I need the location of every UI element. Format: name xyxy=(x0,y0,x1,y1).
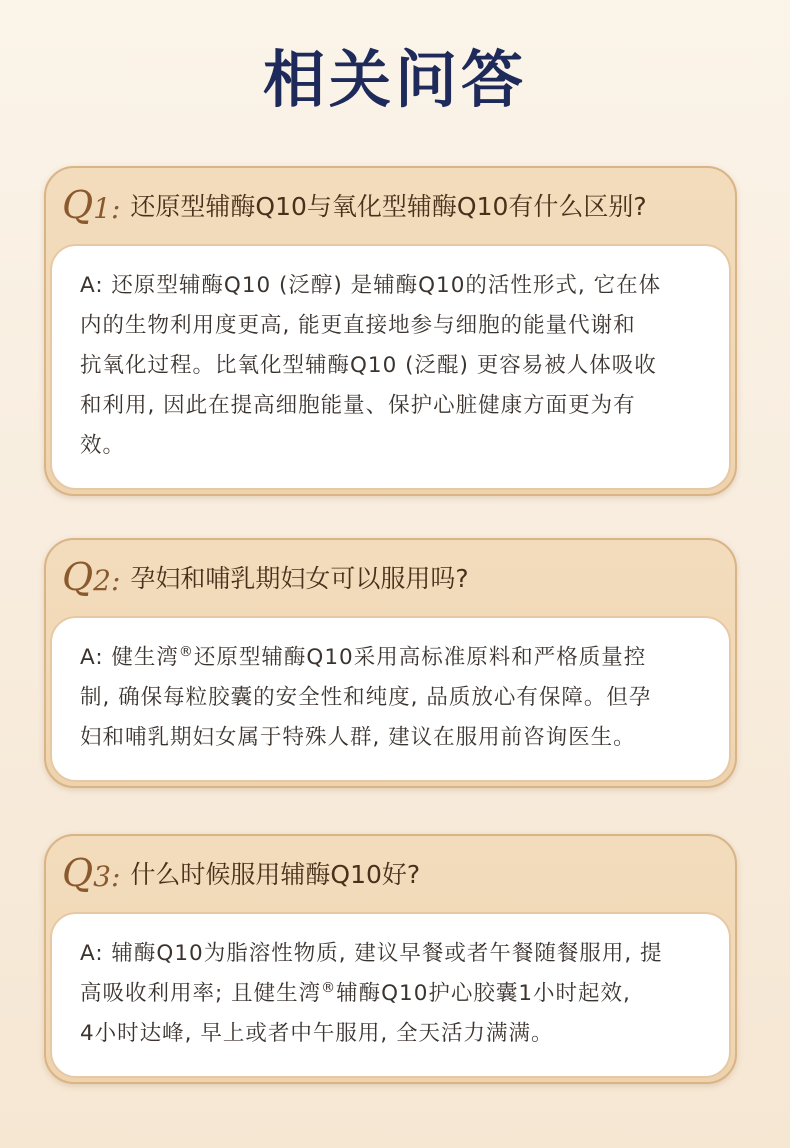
question-row xyxy=(50,538,731,616)
answer-line: 妇和哺乳期妇女属于特殊人群, 建议在服用前咨询医生。 xyxy=(80,725,636,750)
registered-mark: ® xyxy=(178,643,194,660)
answer-box xyxy=(50,616,731,782)
question-row xyxy=(50,166,731,244)
answer-box xyxy=(50,244,731,490)
answer-line: 内的生物利用度更高, 能更直接地参与细胞的能量代谢和 xyxy=(80,313,636,338)
answer-box xyxy=(50,912,731,1078)
answer-line: 和利用, 因此在提高细胞能量、保护心脏健康方面更为有 xyxy=(80,393,636,418)
qa-card-2 xyxy=(44,538,737,788)
qa-card-3 xyxy=(44,834,737,1084)
answer-line: 高吸收利用率; 且健生湾®辅酶Q10护心胶囊1小时起效, xyxy=(80,979,631,1006)
answer-line: A: 还原型辅酶Q10 (泛醇) 是辅酶Q10的活性形式, 它在体 xyxy=(80,273,662,298)
question-marker: Q1: xyxy=(62,183,121,227)
answer-line: 制, 确保每粒胶囊的安全性和纯度, 品质放心有保障。但孕 xyxy=(80,685,652,710)
question-text: 什么时候服用辅酶Q10好? xyxy=(130,860,421,889)
qa-card-1 xyxy=(44,166,737,496)
registered-mark: ® xyxy=(321,979,337,996)
answer-line: A: 健生湾®还原型辅酶Q10采用高标准原料和严格质量控 xyxy=(80,643,647,670)
question-row xyxy=(50,834,731,912)
answer-line: 抗氧化过程。比氧化型辅酶Q10 (泛醌) 更容易被人体吸收 xyxy=(80,353,657,378)
answer-line: 4小时达峰, 早上或者中午服用, 全天活力满满。 xyxy=(80,1021,554,1046)
question-marker: Q3: xyxy=(62,851,121,895)
answer-line: 效。 xyxy=(80,433,126,458)
question-marker: Q2: xyxy=(62,555,121,599)
question-text: 还原型辅酶Q10与氧化型辅酶Q10有什么区别? xyxy=(130,192,647,221)
question-text: 孕妇和哺乳期妇女可以服用吗? xyxy=(130,564,469,593)
page-title: 相关问答 xyxy=(262,43,527,116)
answer-line: A: 辅酶Q10为脂溶性物质, 建议早餐或者午餐随餐服用, 提 xyxy=(80,941,663,966)
